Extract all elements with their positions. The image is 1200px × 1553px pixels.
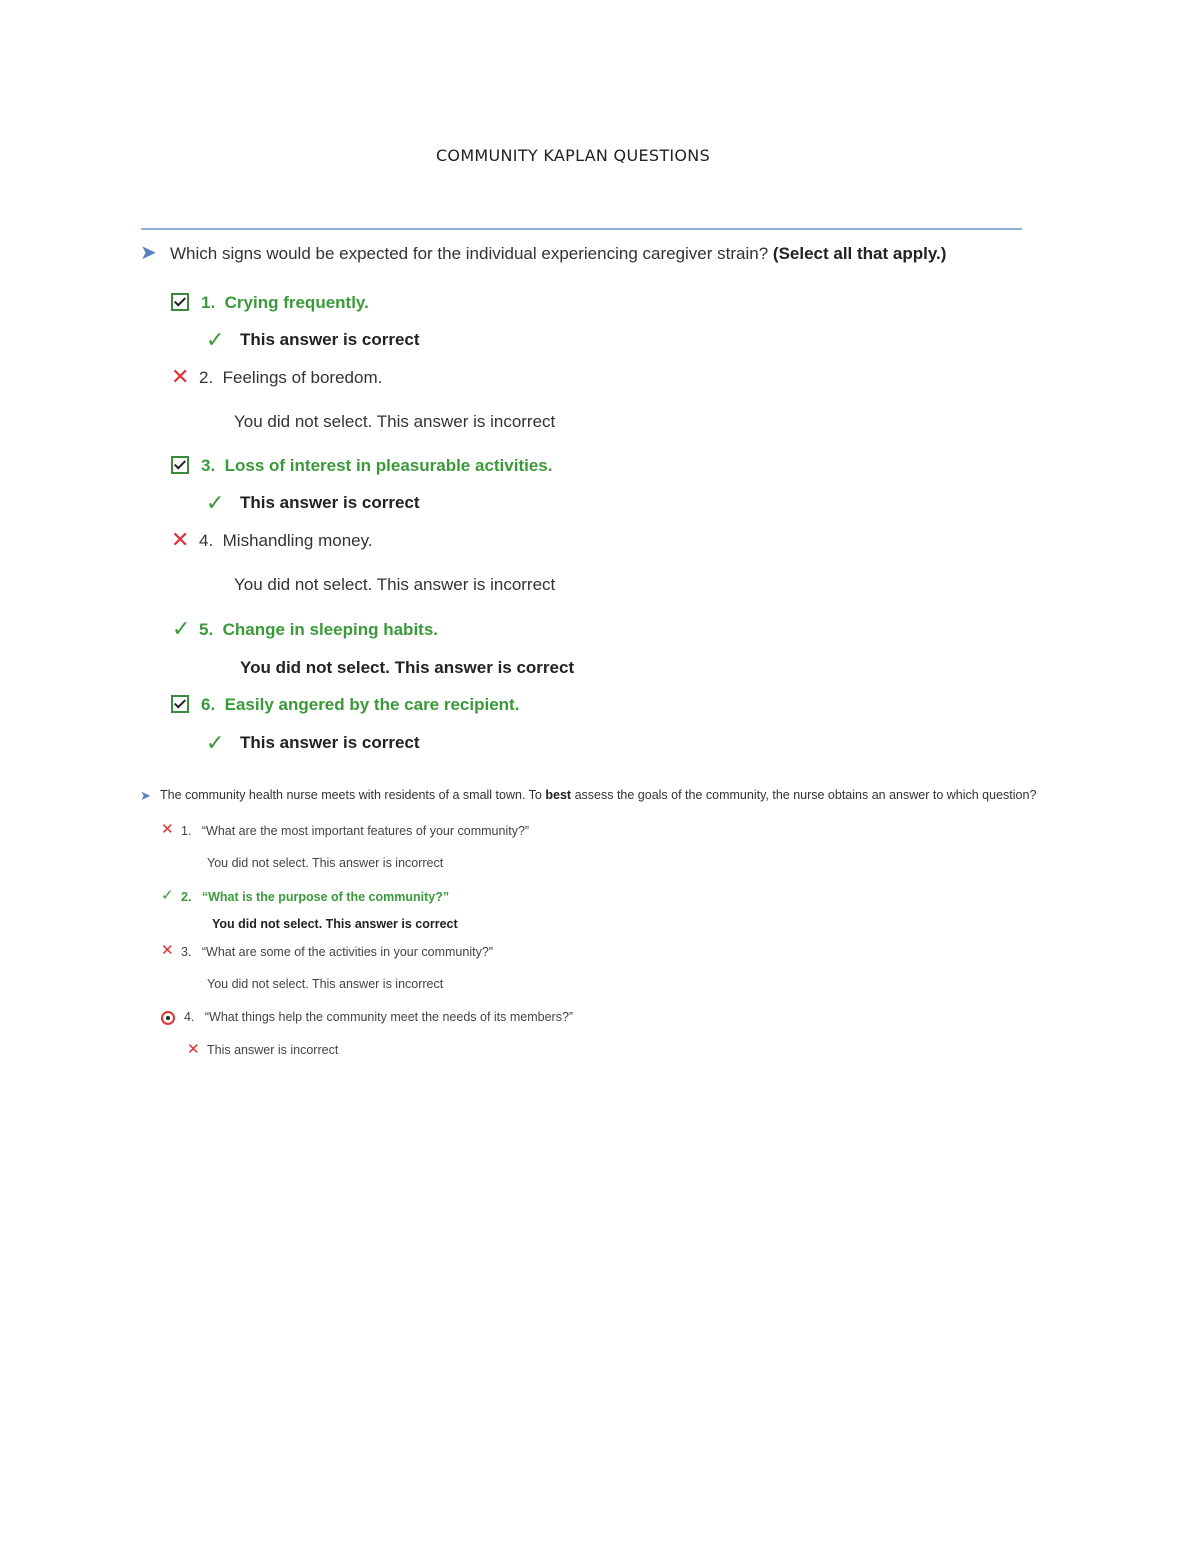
option-5-feedback: You did not select. This answer is correct — [240, 658, 575, 677]
q2-option-3-feedback: You did not select. This answer is incorrect — [207, 977, 444, 991]
divider — [141, 228, 1022, 230]
cross-icon: ✕ — [161, 821, 174, 838]
selected-radio-icon — [161, 1011, 175, 1025]
option-4-feedback: You did not select. This answer is incorrect — [234, 575, 556, 594]
q2-option-2-feedback: You did not select. This answer is correct — [212, 917, 458, 931]
question-1-prompt: Which signs would be expected for the individual experiencing caregiver strain? (Select all that apply.) — [170, 244, 947, 263]
option-1-feedback: This answer is correct — [240, 330, 420, 349]
question-2-prompt: The community health nurse meets with residents of a small town. To best assess the goals of the community, the nurse obtains an answer to which question? — [160, 788, 1037, 802]
document-title: COMMUNITY KAPLAN QUESTIONS — [435, 146, 711, 165]
q2-option-2[interactable]: 2. “What is the purpose of the community?” — [181, 890, 450, 904]
option-1[interactable]: 1. Crying frequently. — [201, 293, 369, 312]
option-2-feedback: You did not select. This answer is incorrect — [234, 412, 556, 431]
arrow-bullet-icon: ➤ — [140, 788, 151, 803]
arrow-bullet-icon: ➤ — [140, 242, 157, 264]
option-2[interactable]: 2. Feelings of boredom. — [199, 368, 383, 387]
cross-icon: ✕ — [161, 942, 174, 959]
option-3-feedback: This answer is correct — [240, 493, 420, 512]
q2-option-3[interactable]: 3. “What are some of the activities in your community?” — [181, 945, 493, 959]
checked-checkbox-icon — [171, 293, 189, 311]
q2-option-4-feedback: This answer is incorrect — [207, 1043, 339, 1057]
checked-checkbox-icon — [171, 456, 189, 474]
option-1-checkbox[interactable] — [171, 293, 189, 316]
option-3[interactable]: 3. Loss of interest in pleasurable activities. — [201, 456, 553, 475]
checked-checkbox-icon — [171, 695, 189, 713]
q2-option-4[interactable]: 4. “What things help the community meet the needs of its members?” — [184, 1010, 574, 1024]
checkmark-icon: ✓ — [206, 490, 225, 515]
cross-icon: ✕ — [171, 527, 190, 552]
option-6-feedback: This answer is correct — [240, 733, 420, 752]
option-3-checkbox[interactable] — [171, 456, 189, 479]
checkmark-icon: ✓ — [206, 327, 225, 352]
q2-option-1[interactable]: 1. “What are the most important features of your community?” — [181, 824, 530, 838]
cross-icon: ✕ — [187, 1041, 200, 1058]
question-1 — [140, 243, 157, 264]
q2-option-4-radio[interactable] — [161, 1011, 175, 1030]
option-4[interactable]: 4. Mishandling money. — [199, 531, 373, 550]
cross-icon: ✕ — [171, 364, 190, 389]
option-6[interactable]: 6. Easily angered by the care recipient. — [201, 695, 520, 714]
option-6-checkbox[interactable] — [171, 695, 189, 718]
option-5[interactable]: 5. Change in sleeping habits. — [199, 620, 439, 639]
checkmark-icon: ✓ — [172, 616, 191, 641]
q2-option-1-feedback: You did not select. This answer is incorrect — [207, 856, 444, 870]
checkmark-icon: ✓ — [161, 887, 174, 904]
checkmark-icon: ✓ — [206, 730, 225, 755]
